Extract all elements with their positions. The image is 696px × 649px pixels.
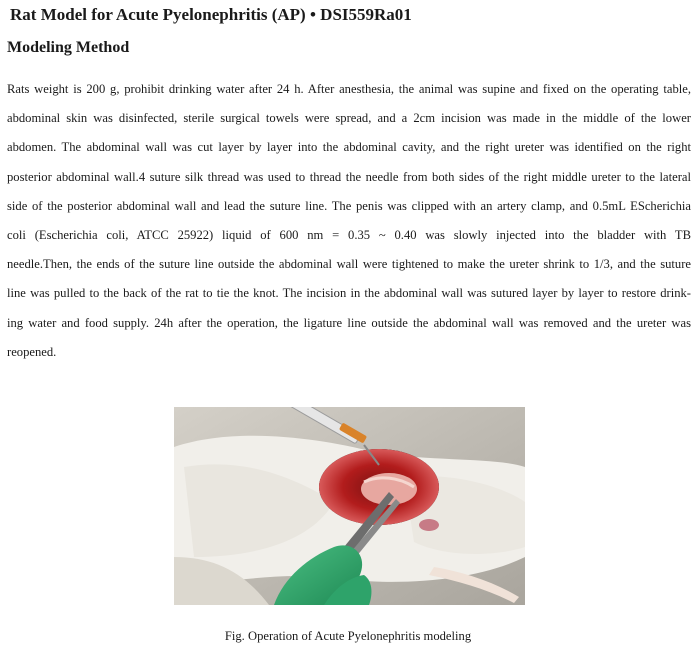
paragraph-line: Rats weight is 200 g, prohibit drinking water after 24 h. After anesthesia, the animal was supine and fixed on the operating table, (7, 82, 691, 96)
paragraph-line: abdomen. The abdominal wall was cut layer by layer into the abdominal cavity, and the right ureter was identified on the right (7, 140, 691, 155)
paragraph-line: line was pulled to the back of the rat to tie the knot. The incision in the abdominal wall was sutured layer by layer to restore drink- (7, 286, 691, 301)
paragraph-line: needle.Then, the ends of the suture line outside the abdominal wall were tightened to make the ureter shrink to 1/3, and the suture (7, 257, 691, 272)
paragraph-line: abdominal skin was disinfected, sterile surgical towels were spread, and a 2cm incision was made in the middle of the lower (7, 111, 691, 126)
paragraph-line: posterior abdominal wall.4 suture silk thread was used to thread the needle from both sides of the right middle ureter to the lateral (7, 169, 691, 184)
paragraph-line: coli (Escherichia coli, ATCC 25922) liquid of 600 nm = 0.35 ~ 0.40 was slowly injected into the bladder with TB (7, 228, 691, 243)
figure-caption: Fig. Operation of Acute Pyelonephritis modeling (224, 629, 472, 643)
section-heading: Modeling Method (7, 39, 130, 56)
document-title: Rat Model for Acute Pyelonephritis (AP) • DSI559Ra01 (10, 5, 412, 24)
surgery-photo (174, 407, 525, 605)
paragraph-line: side of the posterior abdominal wall and lead the suture line. The penis was clipped with an artery clamp, and 0.5mL EScherichia (7, 198, 691, 213)
method-paragraph (7, 75, 691, 367)
paragraph-line: ing water and food supply. 24h after the operation, the ligature line outside the abdominal wall was removed and the ureter was (7, 315, 691, 330)
paragraph-line: reopened. (7, 344, 57, 359)
